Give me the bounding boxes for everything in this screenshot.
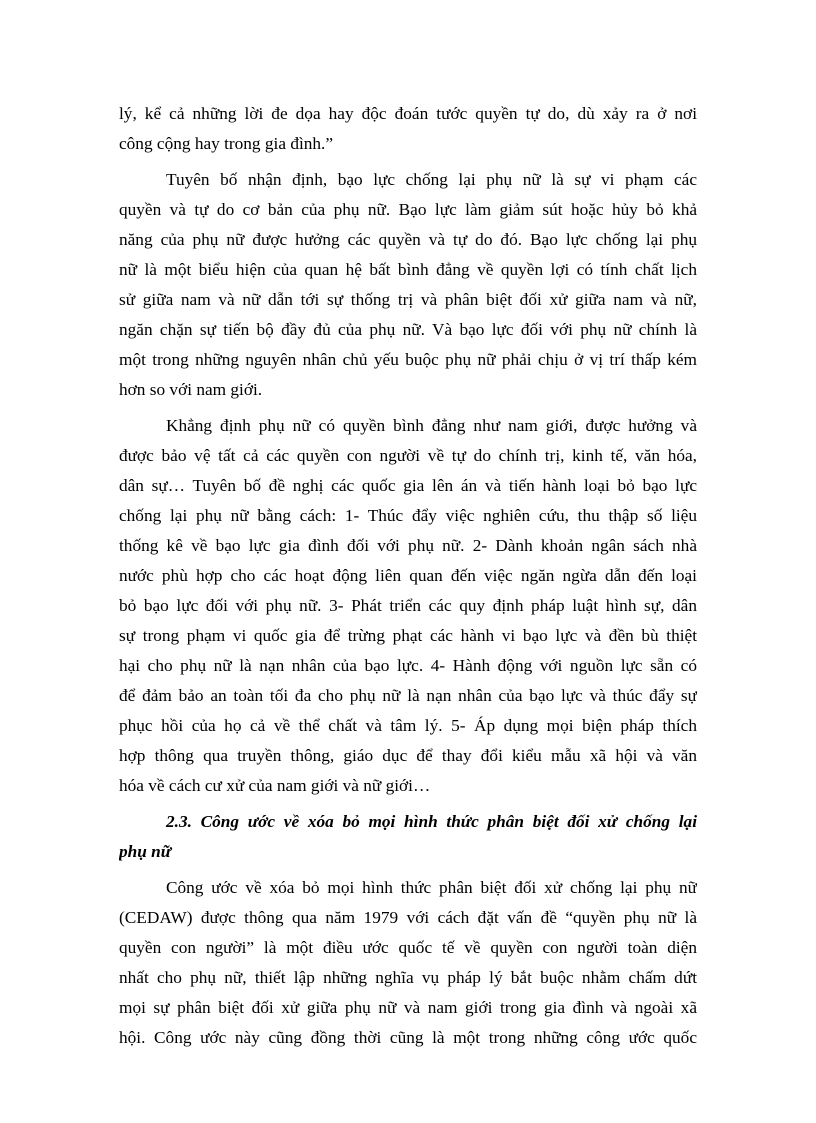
text-line: Công ước về xóa bỏ mọi hình thức phân biệt đối xử chống lại phụ nữ (166, 878, 697, 897)
text-line: năng của phụ nữ được hưởng các quyền và tự do đó. Bạo lực chống lại phụ (119, 230, 697, 249)
text-line: hợp thông qua truyền thông, giáo dục để thay đổi kiểu mẫu xã hội và văn (119, 746, 697, 765)
document-body (119, 99, 697, 1059)
text-line: ngăn chặn sự tiến bộ đầy đủ của phụ nữ. Và bạo lực đối với phụ nữ chính là (119, 320, 697, 339)
text-line: hóa về cách cư xử của nam giới và nữ giới… (119, 776, 431, 795)
text-line: Khẳng định phụ nữ có quyền bình đẳng như nam giới, được hưởng và (166, 416, 697, 435)
heading-line: 2.3. Công ước về xóa bỏ mọi hình thức phân biệt đối xử chống lại (166, 812, 697, 831)
paragraph-quote-ending (119, 99, 697, 159)
text-line: một trong những nguyên nhân chủ yếu buộc phụ nữ phải chịu ở vị trí thấp kém (119, 350, 697, 369)
text-line: để đảm bảo an toàn tối đa cho phụ nữ là nạn nhân của bạo lực và thúc đẩy sự (119, 686, 697, 705)
text-line: lý, kể cả những lời đe dọa hay độc đoán tước quyền tự do, dù xảy ra ở nơi (119, 104, 697, 123)
text-line: nhất cho phụ nữ, thiết lập những nghĩa vụ pháp lý bắt buộc nhằm chấm dứt (119, 968, 697, 987)
text-line: mọi sự phân biệt đối xử giữa phụ nữ và nam giới trong gia đình và ngoài xã (119, 998, 697, 1017)
text-line: dân sự… Tuyên bố đề nghị các quốc gia lên án và tiến hành loại bỏ bạo lực (119, 476, 697, 495)
text-line: sử giữa nam và nữ dẫn tới sự thống trị và phân biệt đối xử giữa nam và nữ, (119, 290, 697, 309)
text-line: bỏ bạo lực đối với phụ nữ. 3- Phát triển các quy định pháp luật hình sự, dân (119, 596, 697, 615)
section-heading-2-3 (119, 807, 697, 867)
paragraph-declaration-assessment (119, 165, 697, 405)
text-line: sự trong phạm vi quốc gia để trừng phạt các hành vi bạo lực và đền bù thiệt (119, 626, 697, 645)
text-line: quyền và tự do cơ bản của phụ nữ. Bạo lực làm giảm sút hoặc hủy bỏ khả (119, 200, 697, 219)
paragraph-declaration-measures (119, 411, 697, 801)
paragraph-cedaw (119, 873, 697, 1053)
text-line: nữ là một biểu hiện của quan hệ bất bình đẳng về quyền lợi có tính chất lịch (119, 260, 697, 279)
text-line: quyền con người” là một điều ước quốc tế về quyền con người toàn diện (119, 938, 697, 957)
text-line: nước phù hợp cho các hoạt động liên quan đến việc ngăn ngừa dẫn đến loại (119, 566, 697, 585)
text-line: (CEDAW) được thông qua năm 1979 với cách đặt vấn đề “quyền phụ nữ là (119, 908, 697, 927)
heading-line: phụ nữ (119, 842, 172, 861)
text-line: hại cho phụ nữ là nạn nhân của bạo lực. 4- Hành động với nguồn lực sẵn có (119, 656, 697, 675)
text-line: Tuyên bố nhận định, bạo lực chống lại phụ nữ là sự vi phạm các (166, 170, 697, 189)
text-line: được bảo vệ tất cả các quyền con người về tự do chính trị, kinh tế, văn hóa, (119, 446, 697, 465)
text-line: phục hồi của họ cả về thể chất và tâm lý. 5- Áp dụng mọi biện pháp thích (119, 716, 697, 735)
text-line: công cộng hay trong gia đình.” (119, 134, 334, 153)
text-line: hội. Công ước này cũng đồng thời cũng là một trong những công ước quốc (119, 1028, 697, 1047)
text-line: chống lại phụ nữ bằng cách: 1- Thúc đẩy việc nghiên cứu, thu thập số liệu (119, 506, 697, 525)
text-line: thống kê về bạo lực gia đình đối với phụ nữ. 2- Dành khoản ngân sách nhà (119, 536, 697, 555)
text-line: hơn so với nam giới. (119, 380, 263, 399)
